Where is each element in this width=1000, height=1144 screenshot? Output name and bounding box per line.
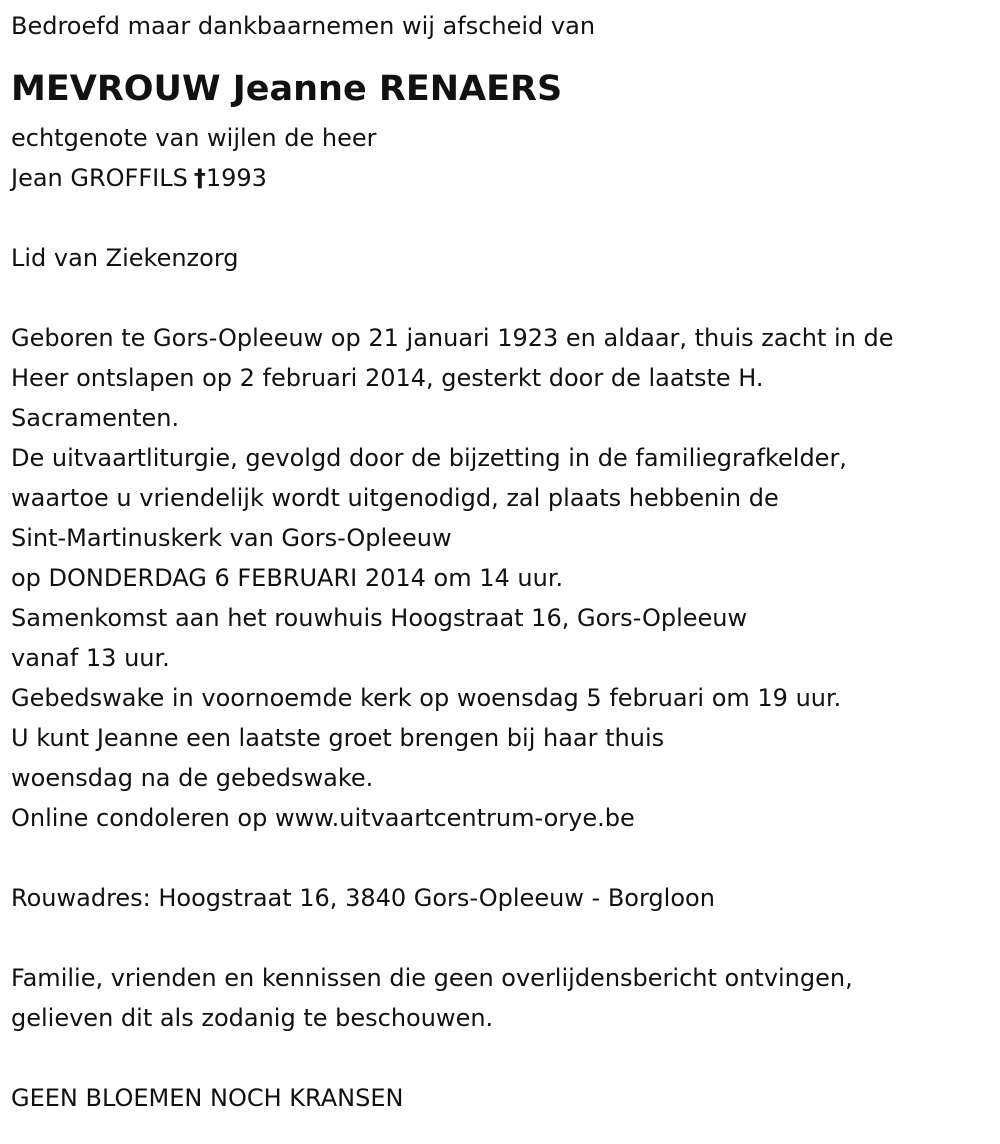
deceased-name: MEVROUW Jeanne RENAERS xyxy=(11,69,563,109)
detail-line: U kunt Jeanne een laatste groet brengen bij haar thuis xyxy=(11,724,665,752)
spacer xyxy=(11,198,1000,238)
spacer xyxy=(11,1038,1000,1078)
detail-line: Sint-Martinuskerk van Gors-Opleeuw xyxy=(11,524,452,552)
spacer xyxy=(11,838,1000,878)
detail-line: op DONDERDAG 6 FEBRUARI 2014 om 14 uur. xyxy=(11,564,564,592)
notice-line: gelieven dit als zodanig te beschouwen. xyxy=(11,1004,494,1032)
detail-line: vanaf 13 uur. xyxy=(11,644,170,672)
detail-line: Heer ontslapen op 2 februari 2014, gesterkt door de laatste H. xyxy=(11,364,764,392)
spouse-death-year: 1993 xyxy=(205,164,267,192)
closing-text: GEEN BLOEMEN NOCH KRANSEN xyxy=(11,1084,404,1112)
detail-line: Samenkomst aan het rouwhuis Hoogstraat 16, Gors-Opleeuw xyxy=(11,604,748,632)
intro-text: Bedroefd maar dankbaarnemen wij afscheid van xyxy=(11,12,596,40)
cross-icon: † xyxy=(193,164,206,192)
condolence-url-line: Online condoleren op www.uitvaartcentrum-orye.be xyxy=(11,804,635,832)
spouse-name: Jean GROFFILS xyxy=(11,164,188,192)
spouse-line: echtgenote van wijlen de heer xyxy=(11,124,377,152)
detail-line: Gebedswake in voornoemde kerk op woensdag 5 februari om 19 uur. xyxy=(11,684,842,712)
funeral-address: Rouwadres: Hoogstraat 16, 3840 Gors-Opleeuw - Borgloon xyxy=(11,884,715,912)
detail-line: Geboren te Gors-Opleeuw op 21 januari 1923 en aldaar, thuis zacht in de xyxy=(11,324,894,352)
detail-line: woensdag na de gebedswake. xyxy=(11,764,374,792)
spouse-name-line xyxy=(11,158,1000,198)
detail-line: waartoe u vriendelijk wordt uitgenodigd, zal plaats hebbenin de xyxy=(11,484,779,512)
detail-line: De uitvaartliturgie, gevolgd door de bijzetting in de familiegrafkelder, xyxy=(11,444,847,472)
spacer xyxy=(11,278,1000,318)
membership-text: Lid van Ziekenzorg xyxy=(11,244,239,272)
detail-line: Sacramenten. xyxy=(11,404,180,432)
notice-line: Familie, vrienden en kennissen die geen overlijdensbericht ontvingen, xyxy=(11,964,853,992)
spacer xyxy=(11,918,1000,958)
